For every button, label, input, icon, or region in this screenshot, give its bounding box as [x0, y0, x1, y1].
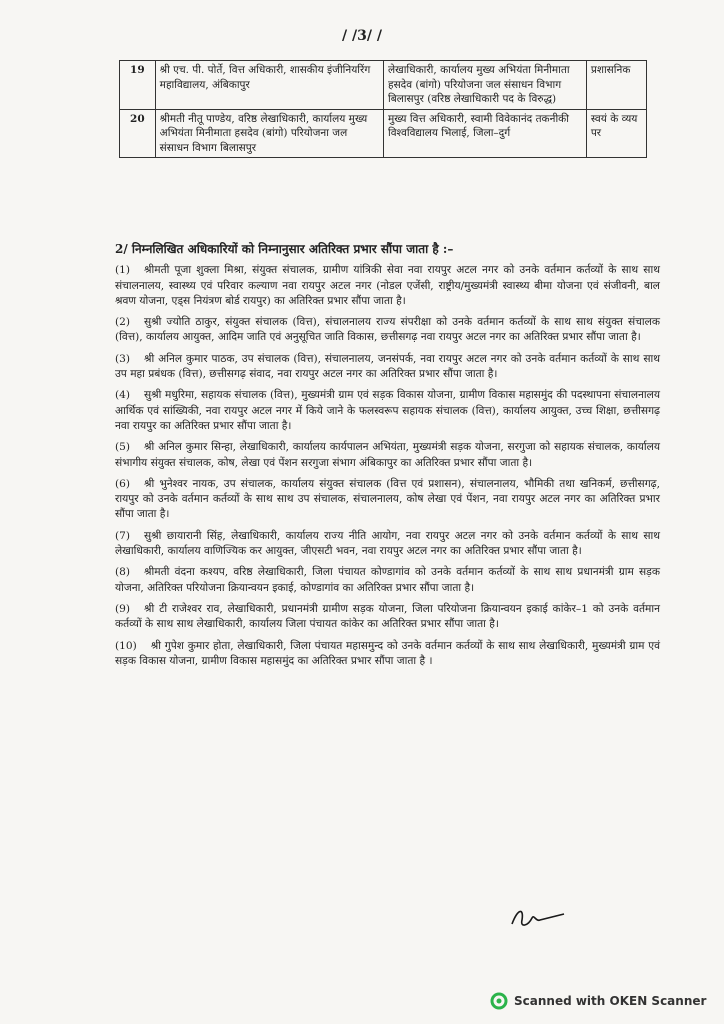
new-posting: मुख्य वित्त अधिकारी, स्वामी विवेकानंद तकनीकी विश्वविद्यालय भिलाई, जिला–दुर्ग [384, 109, 587, 158]
item-number: (6) [115, 477, 131, 490]
scanner-watermark [490, 992, 706, 1010]
list-item [115, 352, 660, 383]
transfer-type: स्वयं के व्यय पर [586, 109, 646, 158]
current-posting: श्री एच. पी. पोर्ते, वित्त अधिकारी, शासकीय इंजीनियरिंग महाविद्यालय, अंबिकापुर [155, 61, 383, 110]
item-number: (10) [115, 639, 137, 652]
list-item [115, 529, 660, 560]
table-row [120, 109, 647, 158]
item-number: (8) [115, 566, 131, 579]
row-number: 19 [120, 61, 156, 110]
item-text: सुश्री मधुरिमा, सहायक संचालक (वित्त), मुख्यमंत्री ग्राम एवं सड़क विकास योजना, ग्रामीण विकास महासमुंद की पदस्थापना संचालनालय आर्थिक एवं सांख्यिकी, नवा रायपुर अटल नगर में किये जाने के फलस्वरूप सहायक संचालक (वित्त), कार्यालय आयुक्त, उच्च शिक्षा, छत्तीसगढ़ नवा रायपुर का अतिरिक्त प्रभार सौंपा जाता है। [115, 389, 660, 432]
item-text: श्रीमती वंदना कश्यप, वरिष्ठ लेखाधिकारी, जिला पंचायत कोण्डागांव को उनके वर्तमान कर्तव्यों के साथ साथ प्रधानमंत्री ग्राम सड़क योजना, अतिरिक्त परियोजना क्रियान्वयन इकाई, कोण्डागांव का अतिरिक्त प्रभार सौंपा जाता है। [115, 566, 660, 594]
new-posting: लेखाधिकारी, कार्यालय मुख्य अभियंता मिनीमाता हसदेव (बांगो) परियोजना जल संसाधन विभाग बिलासपुर (वरिष्ठ लेखाधिकारी पद के विरुद्ध) [384, 61, 587, 110]
item-text: सुश्री छायारानी सिंह, लेखाधिकारी, कार्यालय राज्य नीति आयोग, नवा रायपुर अटल नगर को उनके वर्तमान कर्तव्यों के साथ साथ लेखाधिकारी, कार्यालय वाणिज्यिक कर आयुक्त, जीएसटी भवन, नवा रायपुर अटल नगर का अतिरिक्त प्रभार सौंपा जाता है। [115, 529, 660, 558]
item-number: (3) [115, 352, 131, 365]
list-item [115, 477, 660, 523]
list-item [115, 639, 660, 670]
item-text: श्री भुनेश्वर नायक, उप संचालक, कार्यालय संयुक्त संचालक (वित्त एवं प्रशासन), संचालनालय, भौमिकी तथा खनिकर्म, छत्तीसगढ़, रायपुर को उनके वर्तमान कर्तव्यों के साथ साथ उप संचालक, संचालनालय, कोष लेखा एवं पेंशन, नवा रायपुर अटल नगर का अतिरिक्त प्रभार सौंपा जाता है। [115, 477, 660, 521]
list-item [115, 263, 660, 309]
list-item [115, 565, 660, 596]
scanner-text: Scanned with OKEN Scanner [514, 994, 707, 1008]
signature [508, 902, 568, 936]
row-number: 20 [120, 109, 156, 158]
page-number: / /3/ / [342, 28, 382, 44]
scanner-logo-icon [490, 992, 508, 1010]
item-text: श्री अनिल कुमार सिन्हा, लेखाधिकारी, कार्यालय कार्यपालन अभियंता, मुख्यमंत्री सड़क योजना, सरगुजा को सहायक संचालक, कार्यालय संभागीय संयुक्त संचालक, कोष, लेखा एवं पेंशन सरगुजा संभाग अंबिकापुर का अतिरिक्त प्रभार सौंपा जाता है। [115, 441, 660, 469]
item-number: (1) [115, 264, 131, 277]
item-number: (2) [115, 316, 131, 329]
item-number: (5) [115, 441, 131, 454]
list-item [115, 388, 660, 434]
transfer-table [119, 60, 647, 158]
item-text: श्री गुपेश कुमार होता, लेखाधिकारी, जिला पंचायत महासमुन्द को उनके वर्तमान कर्तव्यों के साथ साथ लेखाधिकारी, मुख्यमंत्री ग्राम एवं सड़क विकास योजना, ग्रामीण विकास महासमुंद का अतिरिक्त प्रभार सौंपा जाता है । [115, 639, 660, 667]
current-posting: श्रीमती नीतू पाण्डेय, वरिष्ठ लेखाधिकारी, कार्यालय मुख्य अभियंता मिनीमाता हसदेव (बांगो) परियोजना जल संसाधन विभाग बिलासपुर [155, 109, 383, 158]
item-text: श्री अनिल कुमार पाठक, उप संचालक (वित्त), संचालनालय, जनसंपर्क, नवा रायपुर अटल नगर को उनके वर्तमान कर्तव्यों के साथ साथ उप महा प्रबंधक (वित्त), छत्तीसगढ़ संवाद, नवा रायपुर अटल नगर का अतिरिक्त प्रभार सौंपा जाता है। [115, 352, 660, 381]
item-number: (7) [115, 529, 131, 542]
list-item [115, 440, 660, 471]
item-text: श्रीमती पूजा शुक्ला मिश्रा, संयुक्त संचालक, ग्रामीण यांत्रिकी सेवा नवा रायपुर अटल नगर को उनके वर्तमान कर्तव्यों के साथ साथ संचालनालय, स्वास्थ्य एवं परिवार कल्याण नवा रायपुर अटल नगर (नोडल एजेंसी, राष्ट्रीय/मुख्यमंत्री स्वास्थ्य बीमा योजना एवं संजीवनी, बाल श्रवण योजना, एड्स नियंत्रण बोर्ड रायपुर) का अतिरिक्त प्रभार सौंपा जाता है। [115, 264, 660, 307]
item-number: (9) [115, 602, 131, 615]
transfer-type: प्रशासनिक [586, 61, 646, 110]
additional-charge-section [115, 242, 660, 675]
list-item [115, 602, 660, 633]
item-number: (4) [115, 389, 131, 402]
list-item [115, 315, 660, 346]
table-row [120, 61, 647, 110]
item-text: सुश्री ज्योति ठाकुर, संयुक्त संचालक (वित्त), संचालनालय राज्य संपरीक्षा को उनके वर्तमान कर्तव्यों के साथ साथ संयुक्त संचालक (वित्त), कार्यालय आयुक्त, आदिम जाति एवं अनुसूचित जाति विकास, छत्तीसगढ़ नवा रायपुर अटल नगर का अतिरिक्त प्रभार सौंपा जाता है। [115, 316, 660, 344]
section-title: 2/ निम्नलिखित अधिकारियों को निम्नानुसार अतिरिक्त प्रभार सौंपा जाता है :– [115, 242, 454, 256]
item-text: श्री टी राजेश्वर राव, लेखाधिकारी, प्रधानमंत्री ग्रामीण सड़क योजना, जिला परियोजना क्रियान्वयन इकाई कांकेर–1 को उनके वर्तमान कर्तव्यों के साथ साथ लेखाधिकारी, कार्यालय जिला पंचायत कांकेर का अतिरिक्त प्रभार सौंपा जाता है। [115, 602, 660, 631]
